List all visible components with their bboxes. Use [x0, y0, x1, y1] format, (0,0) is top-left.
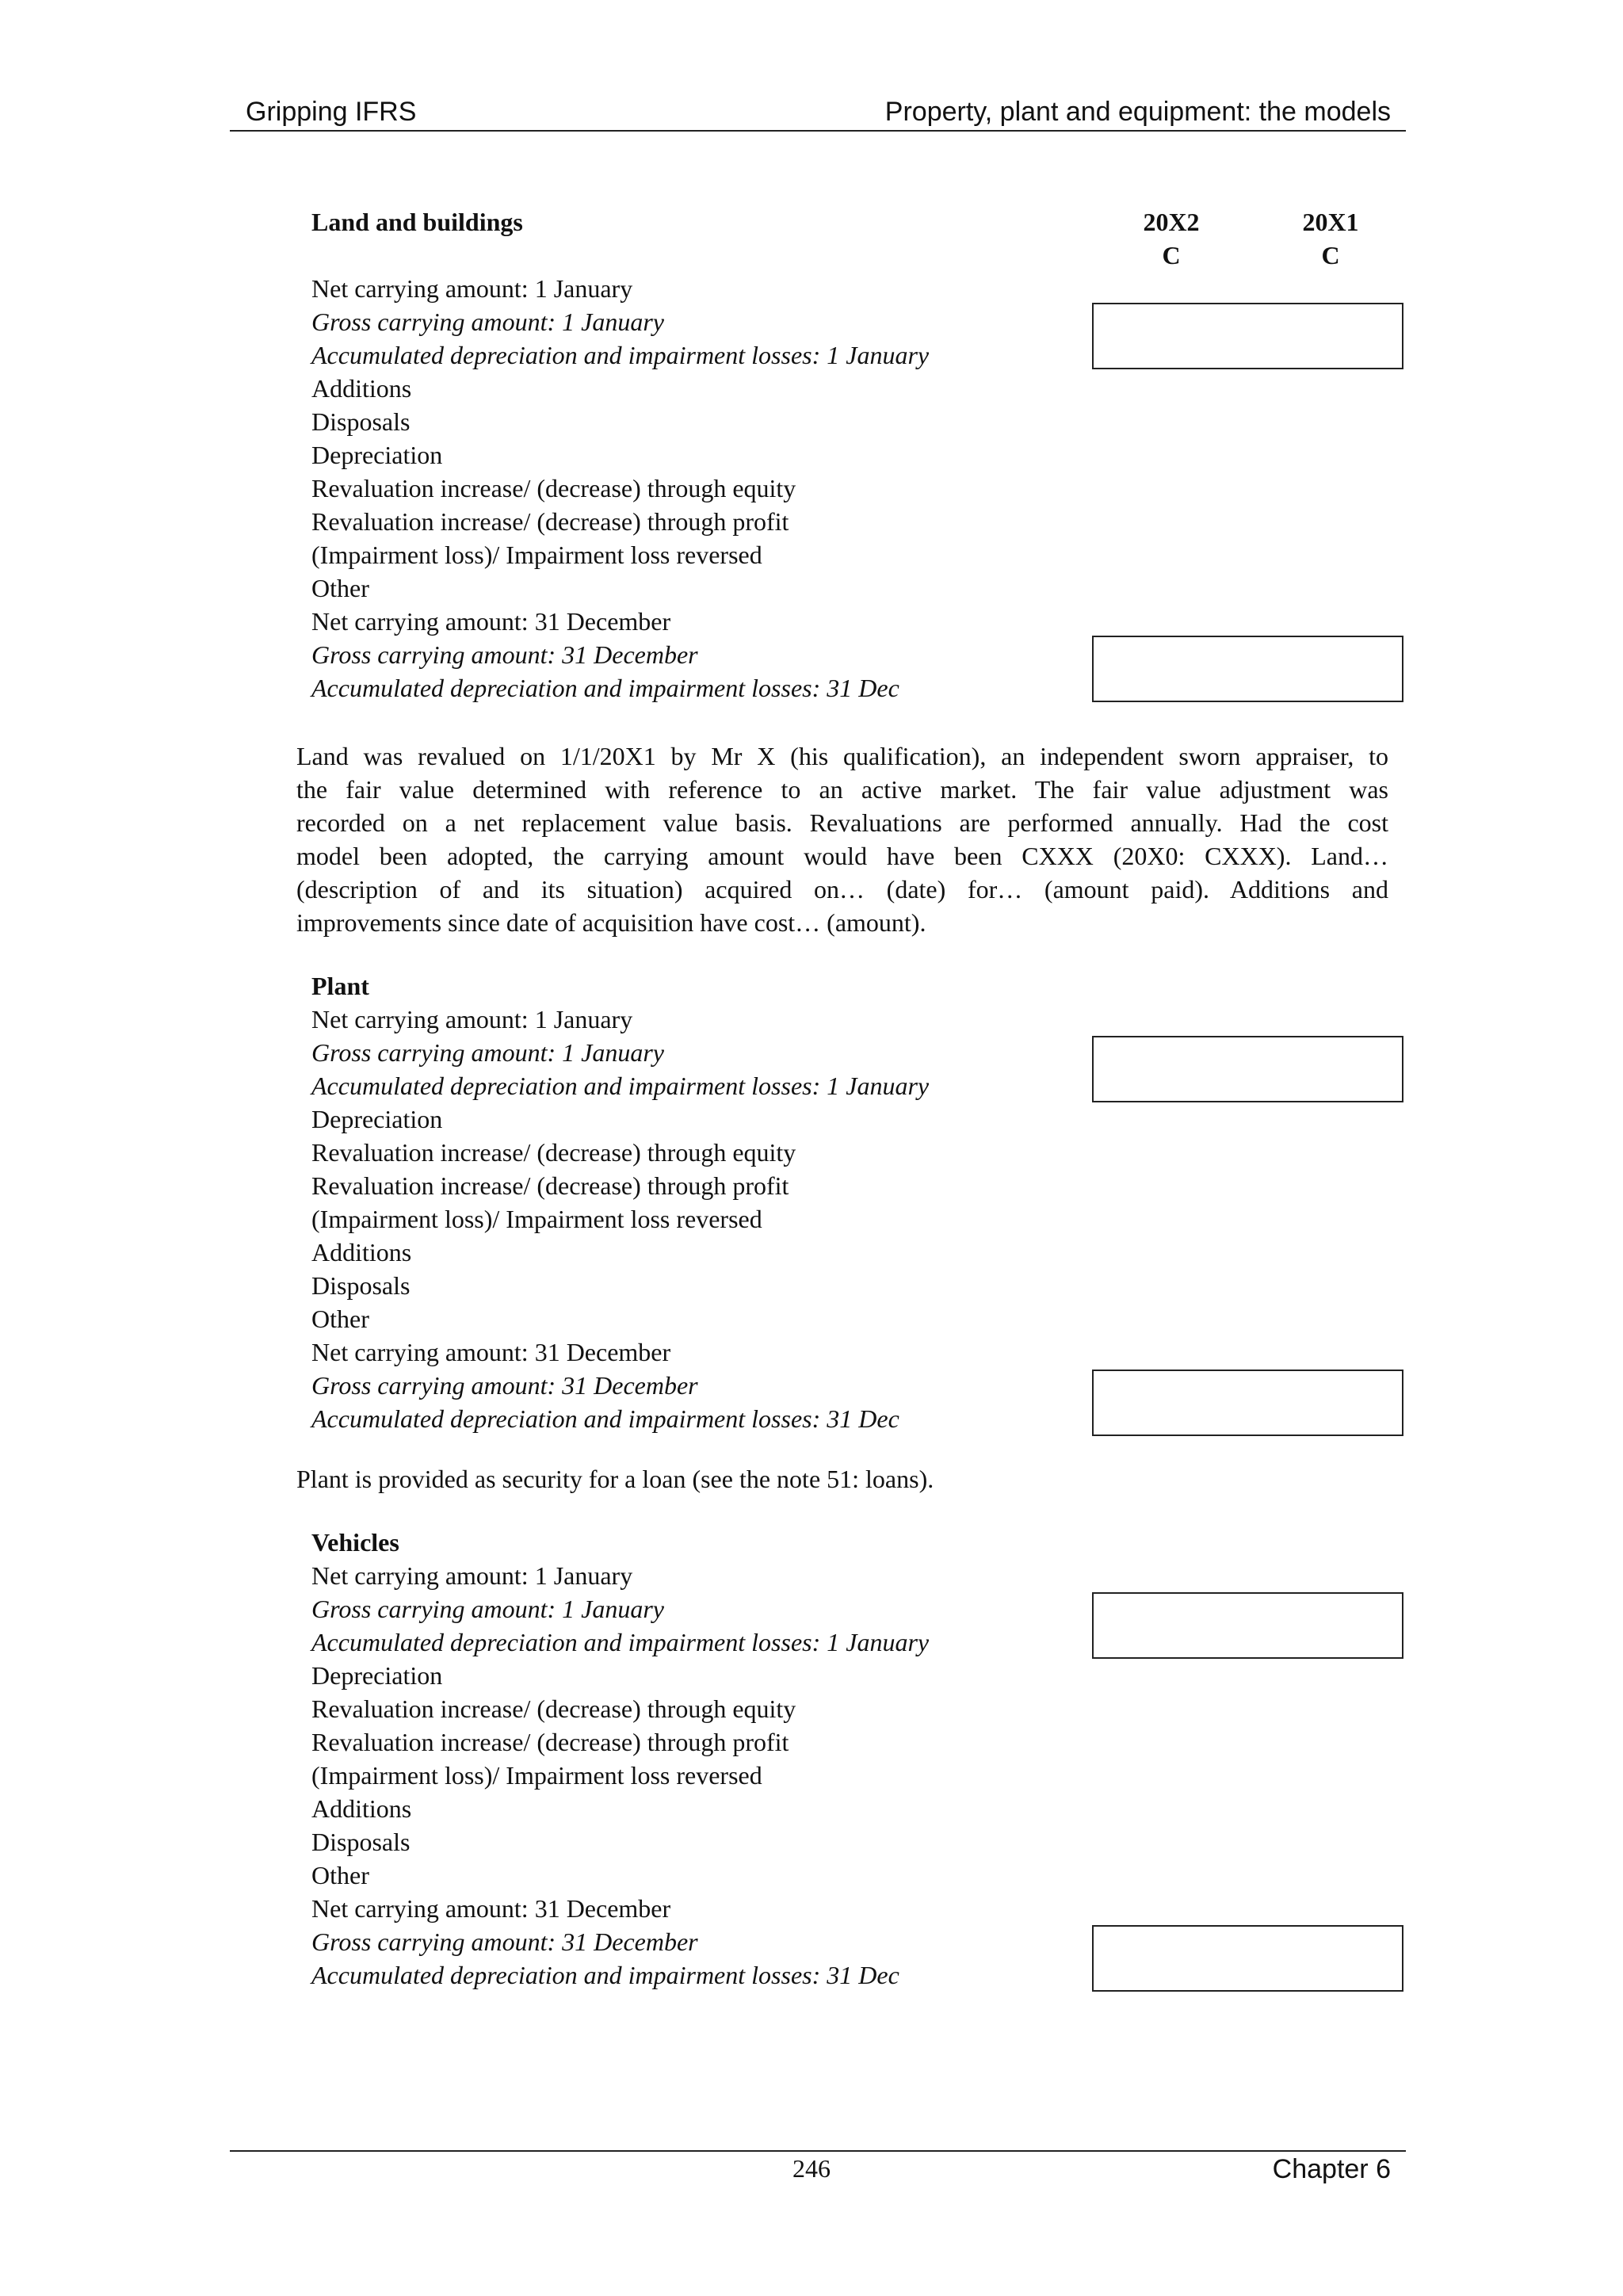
land-row: Additions [311, 374, 412, 403]
land-row: Gross carrying amount: 1 January [311, 308, 664, 336]
plant-opening-gross-box [1092, 1036, 1403, 1102]
vehicles-closing-gross-box [1092, 1925, 1403, 1992]
vehicles-row: Gross carrying amount: 1 January [311, 1595, 664, 1623]
vehicles-row: Depreciation [311, 1661, 443, 1690]
plant-row: (Impairment loss)/ Impairment loss reversed [311, 1205, 762, 1233]
plant-row: Net carrying amount: 1 January [311, 1005, 633, 1033]
land-row: Other [311, 574, 369, 602]
vehicles-row: Revaluation increase/ (decrease) through profit [311, 1728, 789, 1756]
vehicles-row: Additions [311, 1794, 412, 1823]
land-opening-gross-box [1092, 303, 1403, 369]
land-section-title: Land and buildings [311, 208, 523, 236]
vehicles-row: Net carrying amount: 1 January [311, 1561, 633, 1590]
vehicles-row: Accumulated depreciation and impairment losses: 31 Dec [311, 1961, 899, 1989]
plant-row: Gross carrying amount: 1 January [311, 1038, 664, 1067]
plant-row: Depreciation [311, 1105, 443, 1133]
land-note-paragraph [296, 739, 1388, 939]
land-row: Revaluation increase/ (decrease) through equity [311, 474, 796, 502]
vehicles-section-title: Vehicles [311, 1528, 399, 1557]
vehicles-row: Accumulated depreciation and impairment losses: 1 January [311, 1628, 930, 1656]
plant-row: Additions [311, 1238, 412, 1266]
chapter-label: Chapter 6 [1272, 2154, 1391, 2184]
land-row: Gross carrying amount: 31 December [311, 640, 698, 669]
land-note-line: Land was revalued on 1/1/20X1 by Mr X (his qualification), an independent sworn appraiser, to [296, 742, 1388, 770]
plant-row: Revaluation increase/ (decrease) through profit [311, 1171, 789, 1200]
plant-row: Other [311, 1305, 369, 1333]
land-closing-gross-box [1092, 636, 1403, 702]
land-note-line: (description of and its situation) acquired on… (date) for… (amount paid). Additions and [296, 875, 1388, 904]
vehicles-row: Other [311, 1861, 369, 1889]
running-header-right: Property, plant and equipment: the models [884, 97, 1391, 127]
column-header-20x1: 20X1 [1302, 208, 1359, 236]
land-row: Net carrying amount: 1 January [311, 274, 633, 303]
vehicles-row: Net carrying amount: 31 December [311, 1894, 671, 1923]
page-number: 246 [792, 2154, 831, 2183]
running-header-left: Gripping IFRS [246, 97, 417, 127]
plant-section-title: Plant [311, 972, 369, 1000]
plant-row: Revaluation increase/ (decrease) through equity [311, 1138, 796, 1167]
land-row: Accumulated depreciation and impairment losses: 31 Dec [311, 674, 899, 702]
plant-row: Disposals [311, 1271, 411, 1300]
plant-closing-gross-box [1092, 1370, 1403, 1436]
vehicles-row: Revaluation increase/ (decrease) through equity [311, 1694, 796, 1723]
header-rule [230, 130, 1406, 132]
land-note-line: improvements since date of acquisition have cost… (amount). [296, 908, 926, 937]
land-row: Disposals [311, 407, 411, 436]
land-note-line: recorded on a net replacement value basis. Revaluations are performed annually. Had the cost [296, 808, 1388, 837]
plant-row: Gross carrying amount: 31 December [311, 1371, 698, 1400]
land-row: Accumulated depreciation and impairment losses: 1 January [311, 341, 930, 369]
land-note-line: the fair value determined with reference to an active market. The fair value adjustment was [296, 775, 1388, 804]
footer-rule [230, 2150, 1406, 2152]
vehicles-opening-gross-box [1092, 1592, 1403, 1659]
column-header-20x2: 20X2 [1143, 208, 1200, 236]
plant-row: Accumulated depreciation and impairment losses: 1 January [311, 1072, 930, 1100]
land-note-line: model been adopted, the carrying amount would have been CXXX (20X0: CXXX). Land… [296, 842, 1388, 870]
land-row: Depreciation [311, 441, 443, 469]
vehicles-row: Disposals [311, 1828, 411, 1856]
land-row: (Impairment loss)/ Impairment loss reversed [311, 541, 762, 569]
plant-note: Plant is provided as security for a loan (see the note 51: loans). [296, 1465, 934, 1493]
land-row: Revaluation increase/ (decrease) through profit [311, 507, 789, 536]
land-row: Net carrying amount: 31 December [311, 607, 671, 636]
column-unit-20x2: C [1162, 241, 1181, 269]
column-unit-20x1: C [1321, 241, 1340, 269]
vehicles-row: Gross carrying amount: 31 December [311, 1927, 698, 1956]
vehicles-row: (Impairment loss)/ Impairment loss reversed [311, 1761, 762, 1790]
plant-row: Net carrying amount: 31 December [311, 1338, 671, 1366]
plant-row: Accumulated depreciation and impairment losses: 31 Dec [311, 1404, 899, 1433]
